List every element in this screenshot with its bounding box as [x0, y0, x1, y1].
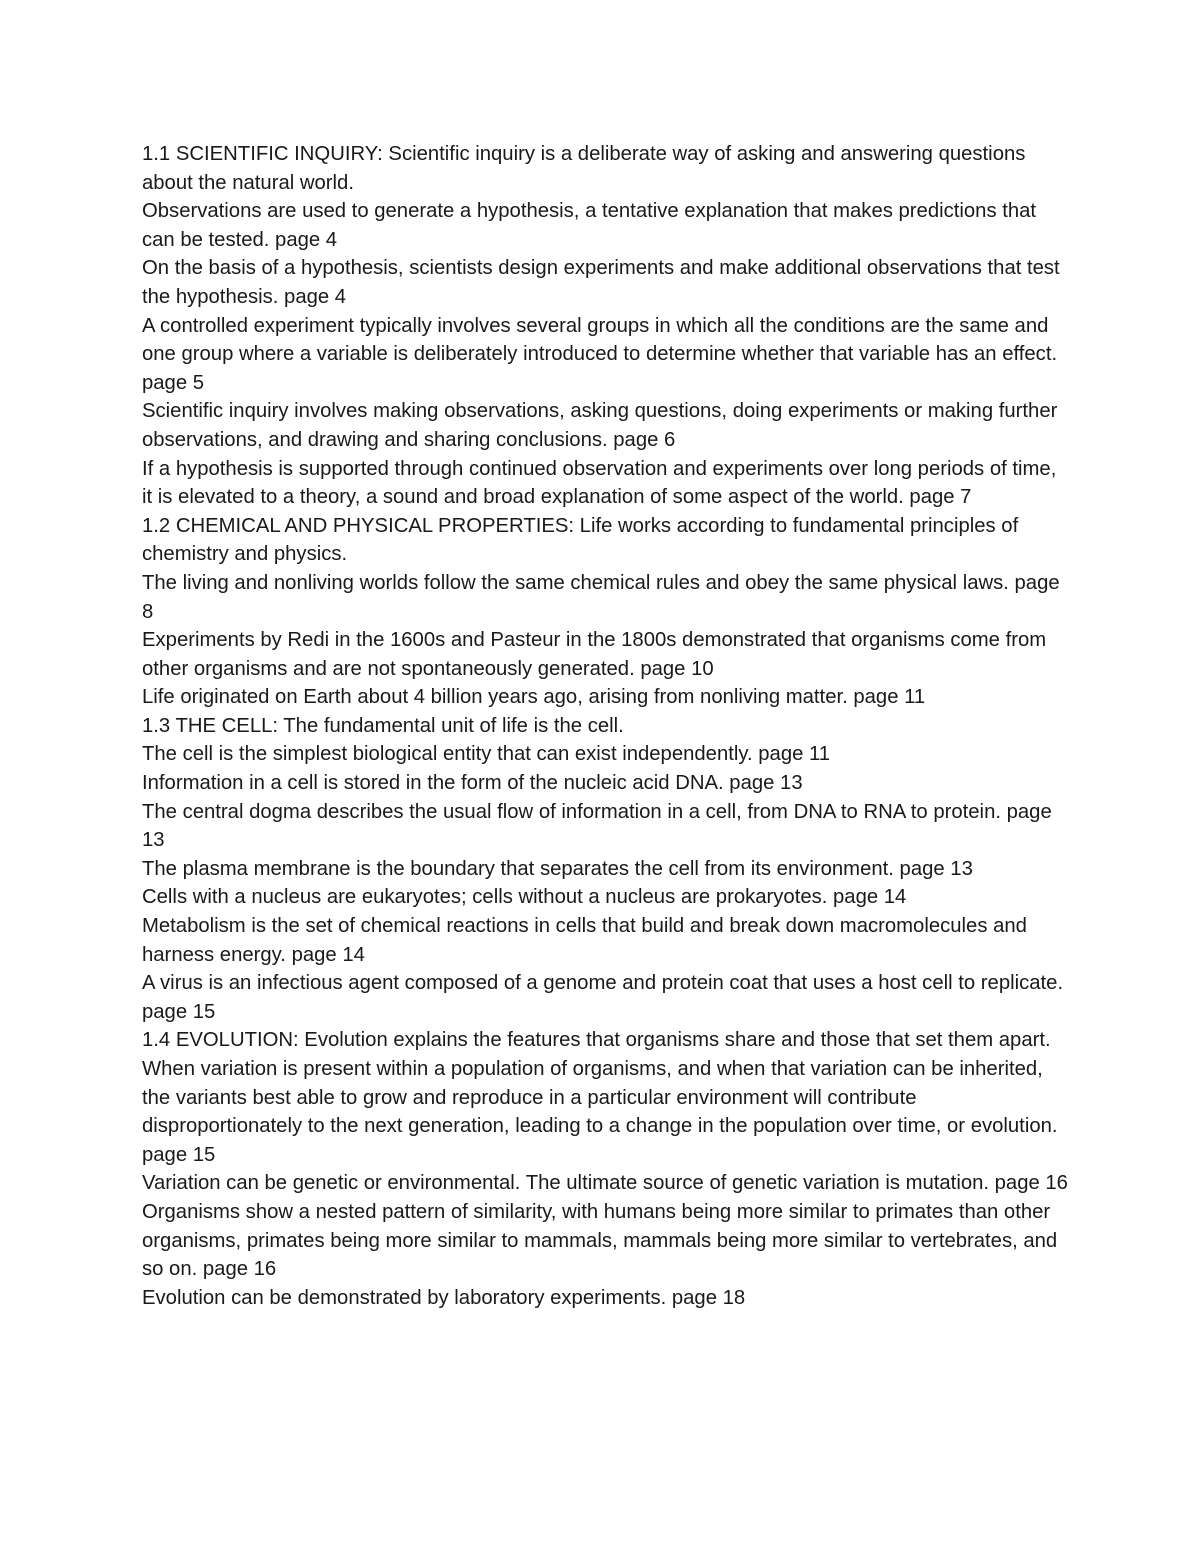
paragraph: The plasma membrane is the boundary that separates the cell from its environment. page 13 — [142, 857, 973, 880]
paragraph: Information in a cell is stored in the form of the nucleic acid DNA. page 13 — [142, 772, 803, 795]
paragraph: The cell is the simplest biological entity that can exist independently. page 11 — [142, 743, 831, 766]
paragraph: Evolution can be demonstrated by laboratory experiments. page 18 — [142, 1286, 746, 1309]
paragraph: Scientific inquiry involves making observations, asking questions, doing experiments or making further observations, and drawing and sharing conclusions. page 6 — [142, 400, 1058, 451]
paragraph: Metabolism is the set of chemical reactions in cells that build and break down macromolecules and harness energy. page 14 — [142, 915, 1027, 966]
paragraph: The living and nonliving worlds follow the same chemical rules and obey the same physical laws. page 8 — [142, 571, 1060, 623]
paragraph: A virus is an infectious agent composed of a genome and protein coat that uses a host cell to replicate. page 15 — [142, 972, 1064, 1023]
paragraph: If a hypothesis is supported through continued observation and experiments over long periods of time, it is elevated to a theory, a sound and broad explanation of some aspect of the world. page 7 — [142, 457, 1057, 509]
paragraph: Variation can be genetic or environmental. The ultimate source of genetic variation is mutation. page 16 — [142, 1172, 1068, 1195]
paragraph: On the basis of a hypothesis, scientists design experiments and make additional observations that test the hypothesis. page 4 — [142, 257, 1060, 308]
paragraph: A controlled experiment typically involves several groups in which all the conditions are the same and one group where a variable is deliberately introduced to determine whether that variable has an effect. page 5 — [142, 314, 1058, 394]
section-heading: 1.1 SCIENTIFIC INQUIRY: Scientific inquiry is a deliberate way of asking and answering questions about the natural world. — [142, 143, 1026, 194]
paragraph: Organisms show a nested pattern of similarity, with humans being more similar to primates than other organisms, primates being more similar to mammals, mammals being more similar to vertebrates, and so on. page 16 — [142, 1200, 1058, 1281]
section-heading: 1.4 EVOLUTION: Evolution explains the features that organisms share and those that set them apart. — [142, 1029, 1051, 1052]
paragraph: Observations are used to generate a hypothesis, a tentative explanation that makes predictions that can be tested. page 4 — [142, 200, 1037, 251]
section-heading: 1.2 CHEMICAL AND PHYSICAL PROPERTIES: Life works according to fundamental principles of chemistry and physics. — [142, 514, 1019, 566]
paragraph: Life originated on Earth about 4 billion years ago, arising from nonliving matter. page 11 — [142, 686, 926, 709]
paragraph: The central dogma describes the usual flow of information in a cell, from DNA to RNA to protein. page 13 — [142, 800, 1052, 852]
document-body — [142, 140, 1072, 1312]
section-heading: 1.3 THE CELL: The fundamental unit of life is the cell. — [142, 714, 624, 737]
paragraph: When variation is present within a population of organisms, and when that variation can be inherited, the variants best able to grow and reproduce in a particular environment will contribute disproportionately to the next generation, leading to a change in the population over time, or evolution. page 15 — [142, 1058, 1058, 1166]
paragraph: Experiments by Redi in the 1600s and Pasteur in the 1800s demonstrated that organisms come from other organisms and are not spontaneously generated. page 10 — [142, 629, 1047, 680]
paragraph: Cells with a nucleus are eukaryotes; cells without a nucleus are prokaryotes. page 14 — [142, 886, 907, 909]
